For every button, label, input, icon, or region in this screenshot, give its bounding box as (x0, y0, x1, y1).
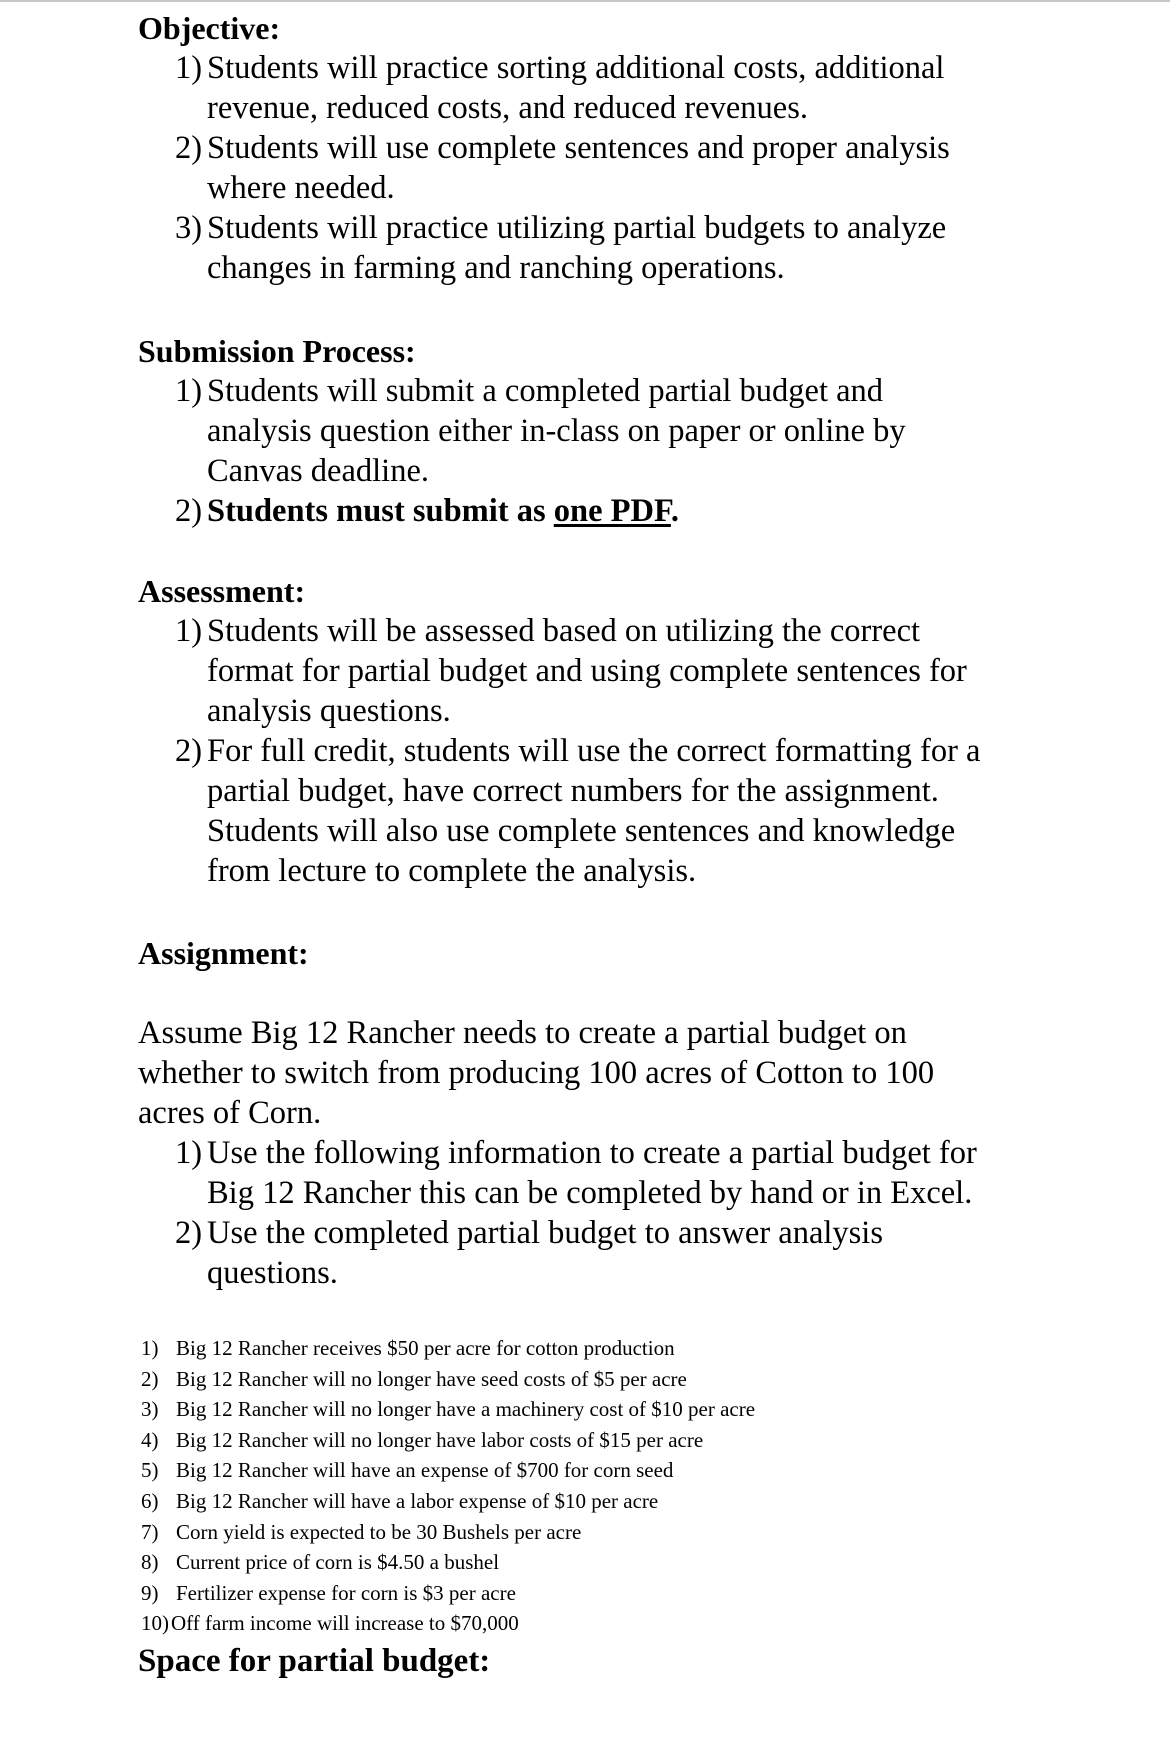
item-text: Students will also use complete sentences and knowledge (207, 813, 956, 849)
list-item-line (138, 611, 980, 651)
item-number: 1) (175, 1135, 203, 1171)
item-text: Students will use complete sentences and proper analysis (207, 130, 950, 166)
item-number: 1) (175, 373, 203, 409)
fact-item (141, 1394, 755, 1425)
item-number: 1) (175, 613, 203, 649)
assignment-list (138, 1133, 977, 1293)
paragraph-line: acres of Corn. (138, 1095, 322, 1131)
fact-text: Big 12 Rancher receives $50 per acre for cotton production (176, 1336, 675, 1360)
top-divider (0, 0, 1170, 2)
list-item-line (138, 731, 980, 771)
fact-item (141, 1333, 755, 1364)
fact-text: Big 12 Rancher will no longer have labor costs of $15 per acre (176, 1427, 704, 1452)
fact-number: 6) (141, 1488, 159, 1513)
fact-text: Current price of corn is $4.50 a bushel (176, 1550, 500, 1575)
item-text: questions. (207, 1255, 338, 1291)
fact-text: Big 12 Rancher will no longer have seed costs of $5 per acre (176, 1366, 687, 1391)
item-number: 2) (175, 493, 203, 529)
submission-list (138, 371, 906, 491)
list-item-line (138, 411, 906, 451)
submission-item (138, 491, 906, 531)
fact-number: 5) (141, 1458, 159, 1483)
fact-text: Corn yield is expected to be 30 Bushels per acre (176, 1519, 582, 1544)
list-item-line (138, 771, 980, 811)
assessment-section (138, 571, 980, 891)
list-item-line (138, 811, 980, 851)
space-for-partial-budget-heading: Space for partial budget: (138, 1643, 491, 1679)
list-item-line (138, 88, 950, 128)
fact-item (141, 1578, 755, 1609)
submission-heading: Submission Process: (138, 333, 416, 369)
assignment-paragraph (138, 1013, 977, 1133)
item-text: Students will practice utilizing partial budgets to analyze (207, 210, 947, 246)
item-number: 2) (175, 1215, 203, 1251)
fact-item (141, 1364, 755, 1395)
fact-item (141, 1455, 755, 1486)
list-item-line (138, 1173, 977, 1213)
item-number: 1) (175, 50, 203, 86)
submission-bold-text: Students must submit as (207, 493, 554, 529)
item-text: Use the following information to create a partial budget for (207, 1135, 977, 1171)
fact-item (141, 1517, 755, 1548)
list-item-line (138, 1213, 977, 1253)
item-text: Students will be assessed based on utilizing the correct (207, 613, 921, 649)
item-text: Big 12 Rancher this can be completed by hand or in Excel. (207, 1175, 973, 1211)
facts-list (141, 1333, 755, 1639)
fact-text: Off farm income will increase to $70,000 (171, 1611, 519, 1636)
item-text: partial budget, have correct numbers for the assignment. (207, 773, 939, 809)
fact-text: Big 12 Rancher will no longer have a machinery cost of $10 per acre (176, 1397, 756, 1422)
item-text: Use the completed partial budget to answer analysis (207, 1215, 883, 1251)
item-text: analysis question either in-class on paper or online by (207, 413, 906, 449)
list-item-line (138, 451, 906, 491)
objective-list (138, 48, 950, 288)
list-item-line (138, 208, 950, 248)
list-item-line (138, 651, 980, 691)
assignment-section (138, 933, 977, 1293)
list-item-line (138, 691, 980, 731)
item-number: 2) (175, 130, 203, 166)
fact-number: 10) (141, 1611, 169, 1636)
list-item-line (138, 851, 980, 891)
objective-heading: Objective: (138, 10, 281, 46)
item-text: For full credit, students will use the correct formatting for a (207, 733, 981, 769)
fact-item (141, 1547, 755, 1578)
item-text: Students will practice sorting additional costs, additional (207, 50, 945, 86)
fact-item (141, 1425, 755, 1456)
fact-text: Big 12 Rancher will have a labor expense of $10 per acre (176, 1488, 659, 1513)
paragraph-line: whether to switch from producing 100 acres of Cotton to 100 (138, 1055, 935, 1091)
assessment-heading: Assessment: (138, 573, 306, 609)
list-item-line (138, 371, 906, 411)
list-item-line (138, 1253, 977, 1293)
item-text: analysis questions. (207, 693, 451, 729)
list-item-line (138, 1133, 977, 1173)
item-number: 3) (175, 210, 203, 246)
assignment-heading: Assignment: (138, 935, 309, 971)
item-text: where needed. (207, 170, 395, 206)
fact-number: 8) (141, 1550, 159, 1575)
item-text: revenue, reduced costs, and reduced revenues. (207, 90, 808, 126)
fact-number: 7) (141, 1519, 159, 1544)
fact-number: 9) (141, 1580, 159, 1605)
item-text: changes in farming and ranching operations. (207, 250, 785, 286)
fact-text: Fertilizer expense for corn is $3 per acre (176, 1580, 516, 1605)
assessment-list (138, 611, 980, 891)
list-item-line (138, 248, 950, 288)
item-text: Students will submit a completed partial budget and (207, 373, 884, 409)
fact-number: 2) (141, 1366, 159, 1391)
fact-number: 3) (141, 1397, 159, 1422)
one-pdf-underlined: one PDF (553, 493, 671, 529)
fact-item (141, 1486, 755, 1517)
fact-text: Big 12 Rancher will have an expense of $700 for corn seed (176, 1458, 674, 1483)
item-text: from lecture to complete the analysis. (207, 853, 697, 889)
list-item-line (138, 48, 950, 88)
objective-section (138, 8, 950, 288)
fact-item (141, 1608, 755, 1639)
list-item-line (138, 128, 950, 168)
fact-number: 1) (141, 1336, 159, 1360)
list-item-line (138, 168, 950, 208)
item-number: 2) (175, 733, 203, 769)
submission-section (138, 331, 906, 531)
fact-number: 4) (141, 1427, 159, 1452)
paragraph-line: Assume Big 12 Rancher needs to create a partial budget on (138, 1015, 907, 1051)
item-text: Canvas deadline. (207, 453, 430, 489)
period: . (670, 493, 679, 529)
item-text: format for partial budget and using complete sentences for (207, 653, 967, 689)
